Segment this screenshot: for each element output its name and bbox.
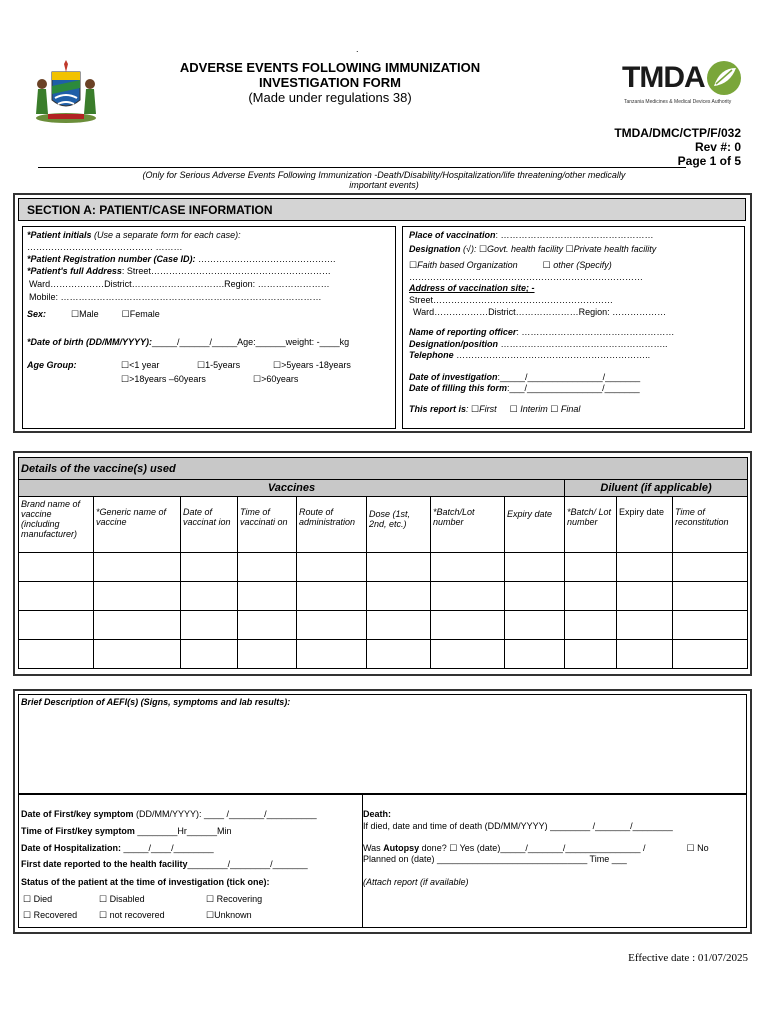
table-cell[interactable]	[673, 553, 748, 582]
reporting-officer-label: Name of reporting officer	[409, 327, 517, 337]
col-expiry: Expiry date	[505, 497, 565, 553]
autopsy-pre: Was	[363, 843, 384, 853]
form-code: TMDA/DMC/CTP/F/032	[614, 126, 741, 140]
other-specify-field[interactable]: ……………………………………………………………………	[409, 272, 643, 282]
checkbox-govt[interactable]: ☐	[478, 244, 488, 254]
address-site-label: Address of vaccination site; -	[409, 283, 535, 293]
sex-label: Sex:	[27, 309, 47, 319]
table-cell[interactable]	[181, 582, 238, 611]
col-diluent-batch: *Batch/ Lot number	[565, 497, 617, 553]
aefi-description-label: Brief Description of AEFI(s) (Signs, symptoms and lab results):	[21, 697, 291, 707]
revision: Rev #: 0	[694, 140, 741, 154]
table-cell[interactable]	[297, 611, 367, 640]
site-street-field[interactable]: Street……………………………………………………	[409, 295, 614, 305]
checkbox-female[interactable]: ☐	[121, 309, 130, 319]
mobile-field[interactable]: Mobile: ……………………………………………………………………………	[29, 292, 322, 302]
report-type-label: This report is	[409, 404, 467, 414]
table-cell[interactable]	[673, 611, 748, 640]
table-cell[interactable]	[297, 553, 367, 582]
opt-govt-label: Govt. health facility	[487, 244, 564, 254]
hospitalization-field[interactable]: _____/____/________	[121, 843, 214, 853]
checkbox-faith[interactable]: ☐	[409, 260, 418, 270]
status-not-recovered-label: not recovered	[109, 910, 165, 920]
table-row	[19, 640, 748, 669]
page-number: Page 1 of 5	[677, 154, 741, 168]
col-dose: Dose (1st, 2nd, etc.)	[367, 497, 431, 553]
dob-field[interactable]: _____/______/_____Age:______weight: -____kg	[152, 337, 350, 347]
table-cell[interactable]	[238, 640, 297, 669]
table-cell[interactable]	[238, 582, 297, 611]
investigation-date-field[interactable]: :_____/_______________/_______	[497, 372, 641, 382]
sex-male-label: Male	[79, 309, 99, 319]
checkbox-not-recovered[interactable]: ☐	[99, 910, 108, 920]
header-rule	[38, 167, 686, 168]
table-cell[interactable]	[367, 582, 431, 611]
autopsy-no-label: No	[694, 843, 709, 853]
age-group-label: Age Group:	[27, 360, 77, 370]
table-cell[interactable]	[19, 553, 94, 582]
table-cell[interactable]	[297, 582, 367, 611]
status-recovered-label: Recovered	[33, 910, 78, 920]
form-subtitle: (Made under regulations 38)	[248, 90, 412, 105]
age-opt-5-18: >5years -18years	[281, 360, 351, 370]
col-reconstitution: Time of reconstitution	[673, 497, 748, 553]
checkbox-recovering[interactable]: ☐	[206, 894, 215, 904]
section-a-header	[18, 198, 746, 221]
status-disabled-label: Disabled	[109, 894, 145, 904]
col-generic-name: *Generic name of vaccine	[94, 497, 181, 553]
death-label: Death:	[363, 809, 392, 819]
aefi-description-box[interactable]	[18, 694, 747, 794]
first-reported-label: First date reported to the health facility	[21, 859, 188, 869]
checkbox-other[interactable]: ☐	[542, 260, 551, 270]
designation-label: Designation	[409, 244, 461, 254]
table-cell[interactable]	[431, 611, 505, 640]
reg-field[interactable]: ……………………………………….	[195, 254, 336, 264]
status-label: Status of the patient at the time of investigation (tick one):	[21, 877, 270, 887]
section-a-title: SECTION A: PATIENT/CASE INFORMATION	[27, 203, 273, 217]
attach-report-note: (Attach report (if available)	[363, 877, 469, 887]
header-dot: .	[356, 44, 359, 54]
checkbox-first[interactable]: ☐	[471, 404, 480, 414]
table-cell[interactable]	[505, 640, 565, 669]
table-cell[interactable]	[19, 640, 94, 669]
table-cell[interactable]	[673, 640, 748, 669]
checkbox-age-lt1[interactable]: ☐	[121, 360, 130, 370]
reg-label: *Patient Registration number (Case ID):	[27, 254, 196, 264]
table-cell[interactable]	[431, 582, 505, 611]
table-cell[interactable]	[238, 553, 297, 582]
checkbox-final[interactable]: ☐	[550, 404, 559, 414]
age-opt-lt1: <1 year	[129, 360, 160, 370]
opt-other-label: other (Specify)	[553, 260, 612, 270]
col-batch-lot: *Batch/Lot number	[431, 497, 505, 553]
status-recovering-label: Recovering	[216, 894, 263, 904]
initials-field[interactable]: …………………………………… ………	[27, 242, 183, 252]
tmda-leaf-icon	[704, 58, 744, 98]
table-cell[interactable]	[367, 553, 431, 582]
age-opt-gt60: >60years	[261, 374, 299, 384]
planned-date-field[interactable]: Planned on (date) ______________________________ Time ___	[363, 854, 627, 864]
autopsy-rest: done?	[419, 843, 450, 853]
table-cell[interactable]	[565, 582, 617, 611]
place-label: Place of vaccination	[409, 230, 496, 240]
table-row	[19, 611, 748, 640]
aefi-details-box	[18, 794, 747, 928]
table-cell[interactable]	[181, 553, 238, 582]
report-final-label: Final	[560, 404, 581, 414]
patient-info-box	[22, 226, 396, 429]
table-cell[interactable]	[297, 640, 367, 669]
status-unknown-label: Unknown	[214, 910, 252, 920]
vaccines-title: Details of the vaccine(s) used	[19, 458, 748, 480]
dob-label: *Date of birth (DD/MM/YYYY):	[27, 337, 152, 347]
table-cell[interactable]	[505, 611, 565, 640]
col-date-vaccination: Date of vaccinat ion	[181, 497, 238, 553]
address-street-field[interactable]: : Street……………………………………………………	[121, 266, 331, 276]
table-cell[interactable]	[431, 553, 505, 582]
checkbox-age-gt60[interactable]: ☐	[253, 374, 262, 384]
autopsy-yes-field[interactable]: Yes (date)_____/_______/_______________ /	[457, 843, 646, 853]
scope-note-line1: (Only for Serious Adverse Events Following Immunization -Death/Disability/Hospitalization/life threatening/other medically	[142, 170, 626, 180]
tmda-tagline: Tanzania Medicines & Medical Devices Authority	[624, 99, 732, 105]
col-brand-name: Brand name of vaccine (including manufacturer)	[19, 497, 94, 553]
table-cell[interactable]	[617, 553, 673, 582]
checkbox-autopsy-yes[interactable]: ☐	[449, 843, 458, 853]
col-time-vaccination: Time of vaccinati on	[238, 497, 297, 553]
vaccine-table	[18, 457, 748, 669]
address-label: *Patient's full Address	[27, 266, 122, 276]
report-first-label: First	[479, 404, 497, 414]
form-title-line1: ADVERSE EVENTS FOLLOWING IMMUNIZATION	[179, 60, 481, 75]
table-cell[interactable]	[19, 611, 94, 640]
age-opt-1-5: 1-5years	[205, 360, 241, 370]
table-cell[interactable]	[431, 640, 505, 669]
checkbox-male[interactable]: ☐	[71, 309, 80, 319]
checkbox-unknown[interactable]: ☐	[206, 910, 215, 920]
site-ward-field[interactable]: Ward………………District…………………Region: ………………	[413, 307, 667, 317]
age-opt-18-60: >18years –60years	[129, 374, 206, 384]
table-cell[interactable]	[617, 640, 673, 669]
table-row	[19, 582, 748, 611]
opt-faith-label: Faith based Organization	[417, 260, 518, 270]
table-cell[interactable]	[181, 640, 238, 669]
initials-hint: (Use a separate form for each case):	[91, 230, 241, 240]
status-died-label: Died	[33, 894, 53, 904]
ward-field[interactable]: Ward………………District………………………….Region: ……………………	[29, 279, 330, 289]
table-cell[interactable]	[94, 611, 181, 640]
vaccines-header: Vaccines	[19, 480, 565, 497]
opt-private-label: Private health facility	[573, 244, 657, 254]
table-cell[interactable]	[505, 582, 565, 611]
hospitalization-label: Date of Hospitalization:	[21, 843, 122, 853]
table-cell[interactable]	[19, 582, 94, 611]
telephone-field[interactable]: ………………………………………………………..	[453, 350, 651, 360]
first-symptom-label: Date of First/key symptom	[21, 809, 134, 819]
designation-hint: (√):	[460, 244, 479, 254]
col-route: Route of administration	[297, 497, 367, 553]
table-cell[interactable]	[367, 611, 431, 640]
table-cell[interactable]	[565, 553, 617, 582]
checkbox-age-5-18[interactable]: ☐	[273, 360, 282, 370]
time-symptom-field[interactable]: ________Hr______Min	[134, 826, 232, 836]
designation-position-label: Designation/position	[409, 339, 498, 349]
checkbox-died[interactable]: ☐	[23, 894, 32, 904]
table-cell[interactable]	[94, 640, 181, 669]
table-cell[interactable]	[94, 582, 181, 611]
filling-date-label: Date of filling this form	[409, 383, 507, 393]
checkbox-age-1-5[interactable]: ☐	[197, 360, 206, 370]
table-cell[interactable]	[617, 611, 673, 640]
table-cell[interactable]	[94, 553, 181, 582]
col-diluent-expiry: Expiry date	[617, 497, 673, 553]
sex-female-label: Female	[129, 309, 160, 319]
designation-position-field[interactable]: ………………………………………………..	[498, 339, 668, 349]
checkbox-autopsy-no[interactable]: ☐	[686, 843, 695, 853]
place-field[interactable]: : ……………………………………………	[495, 230, 654, 240]
investigation-date-label: Date of investigation	[409, 372, 498, 382]
filling-date-field[interactable]: :___/_______________/_______	[507, 383, 640, 393]
table-cell[interactable]	[505, 553, 565, 582]
telephone-label: Telephone	[409, 350, 454, 360]
table-cell[interactable]	[565, 611, 617, 640]
checkbox-disabled[interactable]: ☐	[99, 894, 108, 904]
autopsy-label: Autopsy	[383, 843, 420, 853]
scope-note-line2: important events)	[349, 180, 419, 190]
table-cell[interactable]	[367, 640, 431, 669]
table-cell[interactable]	[617, 582, 673, 611]
table-cell[interactable]	[238, 611, 297, 640]
table-cell[interactable]	[181, 611, 238, 640]
first-symptom-field[interactable]: (DD/MM/YYYY): ____ /_______/__________	[133, 809, 317, 819]
vaccination-info-box: Place of vaccination: …………………………………………… Designation (√): ☐Govt. health facility ☐Private health facility ☐Faith based Organization ☐ other (Specify) …………………………………………………………………… Address of vaccination site; - Street…………………………………………………… Ward………………District…………………Region: ……………… Name of reporting officer: …………………………………………… Designation/position ……………………………………………….. Telephone ……………………………………………………….. Date of investigation:_____/_______________/_______ Date of filling this form:___/_______________/_______ This report is: ☐First ☐ Interim ☐ Final	[402, 226, 745, 429]
report-interim-label: Interim	[520, 404, 548, 414]
checkbox-recovered[interactable]: ☐	[23, 910, 32, 920]
diluent-header: Diluent (if applicable)	[565, 480, 748, 497]
table-row	[19, 553, 748, 582]
checkbox-interim[interactable]: ☐	[509, 404, 518, 414]
reporting-officer-field[interactable]: : ……………………………………………	[516, 327, 675, 337]
first-reported-field[interactable]: ________/________/_______	[187, 859, 308, 869]
checkbox-private[interactable]: ☐	[565, 244, 574, 254]
table-cell[interactable]	[565, 640, 617, 669]
tmda-logo-text: TMDA	[622, 61, 705, 94]
table-cell[interactable]	[673, 582, 748, 611]
initials-label: *Patient initials	[27, 230, 92, 240]
death-date-field[interactable]: If died, date and time of death (DD/MM/YYYY) ________ /_______/________	[363, 821, 673, 831]
checkbox-age-18-60[interactable]: ☐	[121, 374, 130, 384]
time-symptom-label: Time of First/key symptom	[21, 826, 135, 836]
form-title-line2: INVESTIGATION FORM	[258, 75, 402, 90]
effective-date: Effective date : 01/07/2025	[628, 952, 748, 964]
